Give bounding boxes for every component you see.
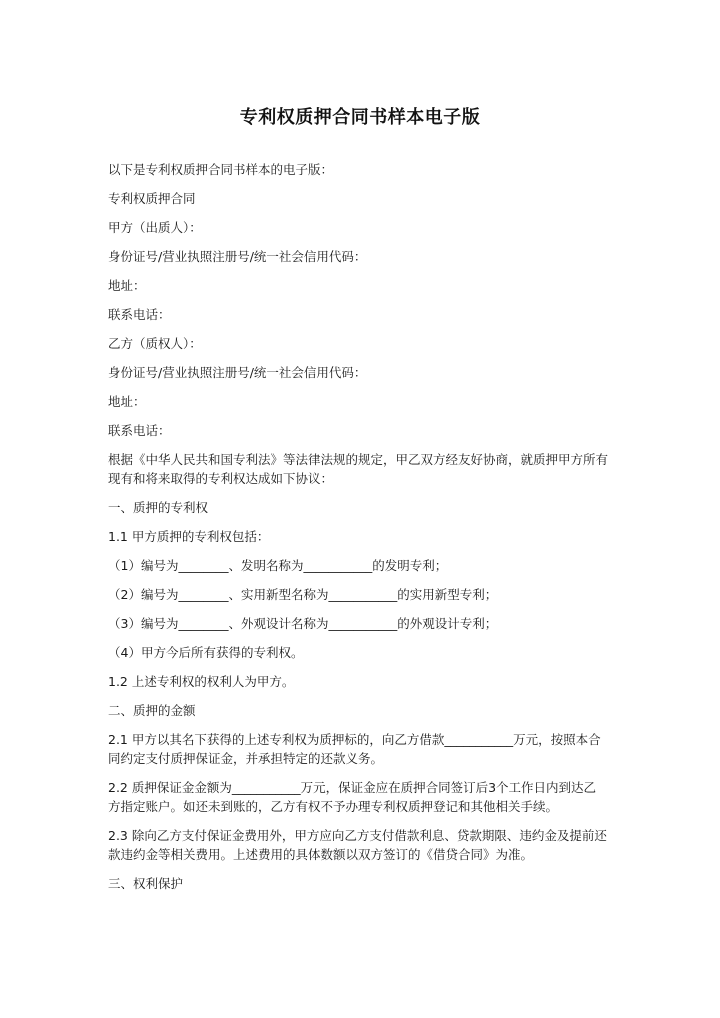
contract-name: 专利权质押合同 xyxy=(108,191,196,206)
clause-paragraph: 1.1 甲方质押的专利权包括： xyxy=(108,529,270,544)
clause-paragraph: 2.1 甲方以其名下获得的上述专利权为质押标的，向乙方借款___________万元，按照本合同约定支付质押保证金，并承担特定的还款义务。 xyxy=(108,732,601,766)
intro-paragraph: 以下是专利权质押合同书样本的电子版： xyxy=(108,162,334,177)
clause-paragraph: 2.3 除向乙方支付保证金费用外，甲方应向乙方支付借款利息、贷款期限、违约金及提前还款违约金等相关费用。上述费用的具体数额以双方签订的《借贷合同》为准。 xyxy=(108,828,607,862)
party-a-id-field: 身份证号/营业执照注册号/统一社会信用代码： xyxy=(108,249,367,264)
party-a-address-field: 地址： xyxy=(108,278,146,293)
section-heading: 一、质押的专利权 xyxy=(108,500,209,515)
party-b-id-field: 身份证号/营业执照注册号/统一社会信用代码： xyxy=(108,365,367,380)
party-b-label: 乙方（质权人）： xyxy=(108,336,202,351)
list-item: （2）编号为________、实用新型名称为___________的实用新型专利； xyxy=(108,587,498,602)
list-item: （3）编号为________、外观设计名称为___________的外观设计专利； xyxy=(108,616,498,631)
section-heading: 三、权利保护 xyxy=(108,876,184,891)
party-b-phone-field: 联系电话： xyxy=(108,423,171,438)
clause-paragraph: 2.2 质押保证金金额为___________万元，保证金应在质押合同签订后3个工作日内到达乙方指定账户。如还未到账的，乙方有权不予办理专利权质押登记和其他相关手续。 xyxy=(108,780,597,814)
document-body xyxy=(108,160,608,903)
party-a-phone-field: 联系电话： xyxy=(108,307,171,322)
party-a-label: 甲方（出质人）： xyxy=(108,220,202,235)
list-item: （4）甲方今后所有获得的专利权。 xyxy=(108,645,304,660)
preamble-paragraph: 根据《中华人民共和国专利法》等法律法规的规定，甲乙双方经友好协商，就质押甲方所有现有和将来取得的专利权达成如下协议： xyxy=(108,452,609,486)
clause-paragraph: 1.2 上述专利权的权利人为甲方。 xyxy=(108,674,295,689)
list-item: （1）编号为________、发明名称为___________的发明专利； xyxy=(108,558,448,573)
document-title: 专利权质押合同书样本电子版 xyxy=(239,107,481,128)
section-heading: 二、质押的金额 xyxy=(108,703,196,718)
party-b-address-field: 地址： xyxy=(108,394,146,409)
